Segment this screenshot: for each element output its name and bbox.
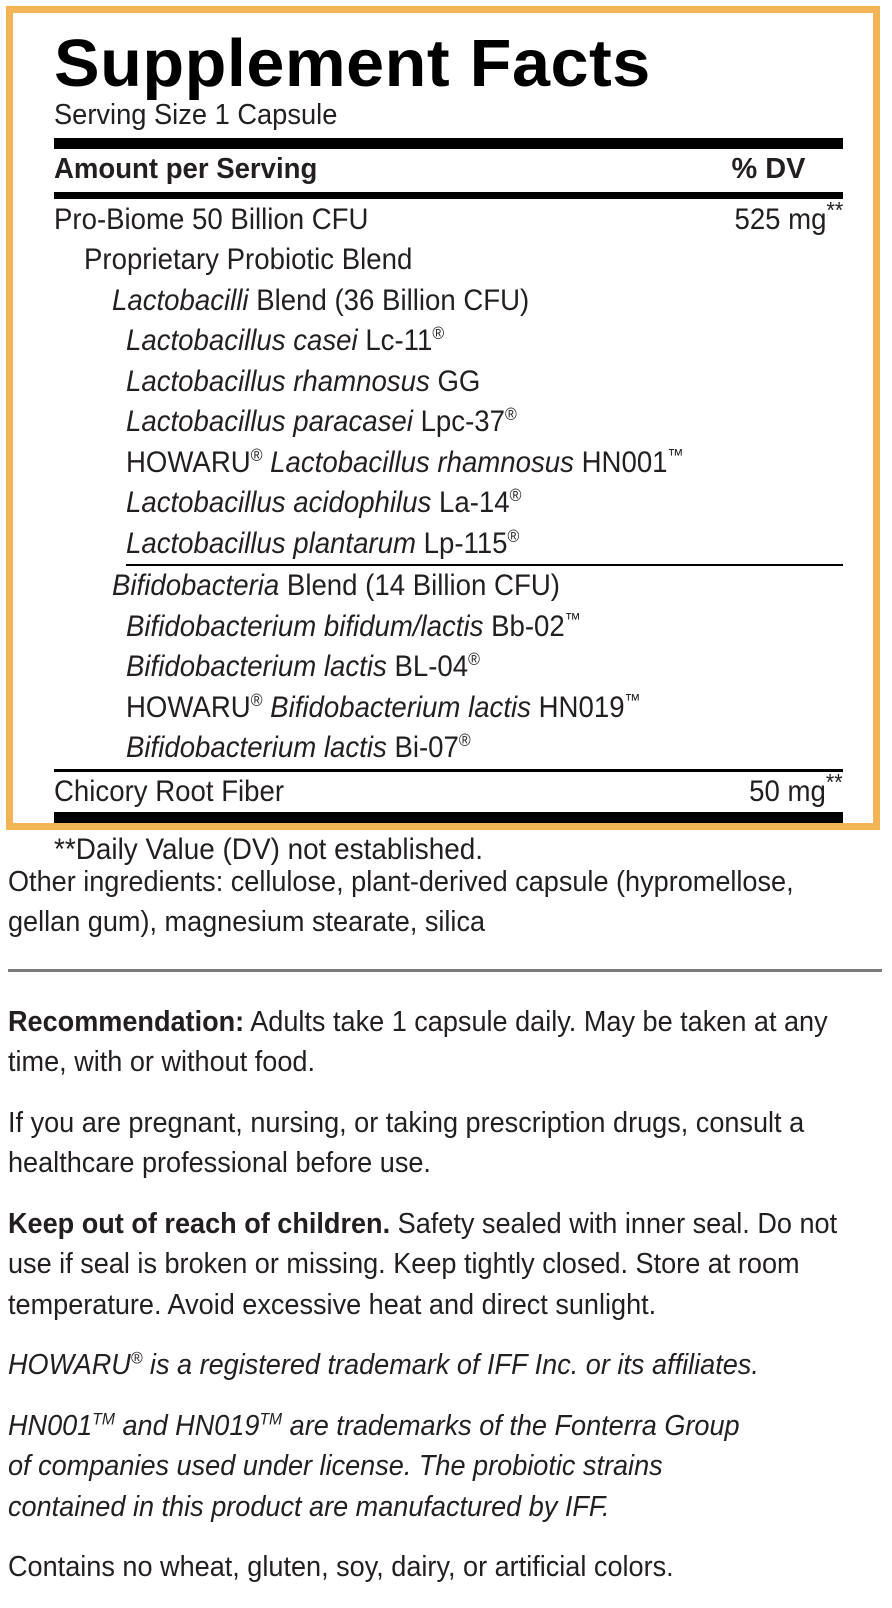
fonterra-conjunction: and HN019 xyxy=(114,1409,260,1442)
keep-out-of-reach-text: Safety sealed with inner seal. Do not use if seal is broken or missing. Keep tightly closed. Store at room temperature. Avoid excessive heat and direct sunlight. xyxy=(8,1207,838,1321)
species-name: Lactobacillus plantarum xyxy=(126,526,416,560)
species-name: Lactobacillus paracasei xyxy=(126,405,413,439)
ingredient-name: Lactobacillus rhamnosus GG xyxy=(126,364,481,398)
daily-value-asterisk: ** xyxy=(826,196,843,223)
ingredient-row xyxy=(54,196,843,241)
ingredient-name: Lactobacillus paracasei Lpc-37® xyxy=(126,404,517,439)
ingredient-name: Lactobacilli Blend (36 Billion CFU) xyxy=(112,283,530,317)
daily-value-asterisk: ** xyxy=(826,768,843,795)
trademark-mark-icon: ™ xyxy=(564,608,581,629)
ingredient-name: Lactobacillus acidophilus La-14® xyxy=(126,485,522,520)
species-name: Lactobacillus rhamnosus xyxy=(262,445,574,479)
registered-mark-icon: ® xyxy=(458,730,471,751)
keep-out-of-reach-paragraph xyxy=(8,1204,838,1325)
ingredient-row xyxy=(54,240,843,281)
registered-mark-icon: ® xyxy=(509,485,522,506)
rule-below-last-row xyxy=(54,812,843,823)
rule-above-amount-header xyxy=(54,138,843,149)
fonterra-trademark-paragraph xyxy=(8,1406,838,1527)
trademark-mark-icon: ™ xyxy=(624,689,641,710)
ingredient-name: Bifidobacterium lactis BL-04® xyxy=(126,649,480,684)
recommendation-paragraph xyxy=(8,1002,838,1083)
species-name: Lactobacillus acidophilus xyxy=(126,486,432,520)
ingredient-name: Chicory Root Fiber xyxy=(54,774,285,808)
registered-mark-icon: ® xyxy=(468,649,480,670)
supplement-facts-panel xyxy=(6,6,880,867)
ingredient-row xyxy=(54,483,843,524)
fonterra-line2: of companies used under license. The probiotic strains xyxy=(8,1450,663,1483)
registered-mark-icon: ® xyxy=(250,444,263,465)
ingredient-row xyxy=(54,566,843,607)
ingredient-name: Pro-Biome 50 Billion CFU xyxy=(54,202,369,236)
fonterra-line3: contained in this product are manufactured by IFF. xyxy=(8,1490,610,1523)
ingredient-amount: 50 mg** xyxy=(749,768,843,808)
allergen-statement-paragraph: Contains no wheat, gluten, soy, dairy, or artificial colors. xyxy=(8,1551,674,1584)
ingredient-amount: 525 mg** xyxy=(734,196,843,236)
ingredient-row xyxy=(54,728,843,769)
ingredient-name: HOWARU® Lactobacillus rhamnosus HN001™ xyxy=(126,444,684,479)
registered-mark-icon: ® xyxy=(507,525,520,546)
trademark-mark-icon: ™ xyxy=(667,444,684,465)
keep-out-of-reach-label: Keep out of reach of children. xyxy=(8,1207,391,1240)
species-name: Bifidobacteria xyxy=(112,569,280,603)
ingredient-row xyxy=(54,362,843,403)
howaru-trademark-name: HOWARU xyxy=(8,1349,131,1382)
hn001-name: HN001 xyxy=(8,1409,93,1442)
ingredient-name: Bifidobacteria Blend (14 Billion CFU) xyxy=(112,569,560,603)
ingredient-row xyxy=(54,402,843,443)
species-name: Bifidobacterium bifidum/lactis xyxy=(126,609,484,643)
supplement-facts-inner xyxy=(54,26,843,869)
recommendation-label: Recommendation: xyxy=(8,1005,245,1038)
species-name: Lactobacilli xyxy=(112,283,249,317)
percent-dv-label: % DV xyxy=(731,153,806,186)
ingredient-row xyxy=(54,524,843,565)
ingredient-name: Bifidobacterium lactis Bi-07® xyxy=(126,730,471,765)
registered-mark-icon: ® xyxy=(432,323,445,344)
ingredient-name: Proprietary Probiotic Blend xyxy=(84,243,413,277)
howaru-trademark-paragraph xyxy=(8,1345,838,1385)
ingredient-row xyxy=(54,688,843,729)
daily-value-footnote: **Daily Value (DV) not established. xyxy=(54,833,484,867)
ingredient-name: Lactobacillus casei Lc-11® xyxy=(126,323,445,358)
species-name: Lactobacillus casei xyxy=(126,324,358,358)
rule-below-amount-header xyxy=(54,192,843,199)
supplement-facts-rows xyxy=(54,196,843,813)
species-name: Lactobacillus rhamnosus xyxy=(126,364,430,398)
ingredient-name: HOWARU® Bifidobacterium lactis HN019™ xyxy=(126,689,641,724)
howaru-trademark-text: is a registered trademark of IFF Inc. or its affiliates. xyxy=(142,1349,759,1382)
registered-mark-icon: ® xyxy=(504,404,517,425)
ingredient-row xyxy=(54,443,843,484)
supplement-facts-title: Supplement Facts xyxy=(54,26,651,101)
species-name: Bifidobacterium lactis xyxy=(262,690,531,724)
serving-size-text: Serving Size 1 Capsule xyxy=(54,98,338,131)
amount-per-serving-header-row xyxy=(54,149,804,192)
ingredient-name: Bifidobacterium bifidum/lactis Bb-02™ xyxy=(126,608,581,643)
pregnancy-warning-paragraph: If you are pregnant, nursing, or taking prescription drugs, consult a healthcare professional before use. xyxy=(8,1106,805,1180)
fonterra-line1-tail: are trademarks of the Fonterra Group xyxy=(282,1409,740,1442)
ingredient-name: Lactobacillus plantarum Lp-115® xyxy=(126,525,520,560)
trademark-mark-icon-hn001: TM xyxy=(92,1409,115,1429)
ingredient-row xyxy=(54,321,843,362)
amount-per-serving-label: Amount per Serving xyxy=(54,153,318,186)
registered-mark-icon: ® xyxy=(250,689,263,710)
ingredient-row xyxy=(54,281,843,322)
trademark-mark-icon-hn019: TM xyxy=(259,1409,283,1429)
ingredient-row xyxy=(54,607,843,648)
ingredient-row xyxy=(54,768,843,813)
label-body-copy xyxy=(8,862,882,1608)
ingredient-row xyxy=(54,647,843,688)
registered-mark-icon: ® xyxy=(130,1348,143,1368)
species-name: Bifidobacterium lactis xyxy=(126,731,387,765)
section-divider xyxy=(8,969,882,972)
other-ingredients-paragraph: Other ingredients: cellulose, plant-derived capsule (hypromellose, gellan gum), magnesium stearate, silica xyxy=(8,866,794,939)
recommendation-text: Adults take 1 capsule daily. May be taken at any time, with or without food. xyxy=(8,1005,828,1079)
species-name: Bifidobacterium lactis xyxy=(126,650,387,684)
